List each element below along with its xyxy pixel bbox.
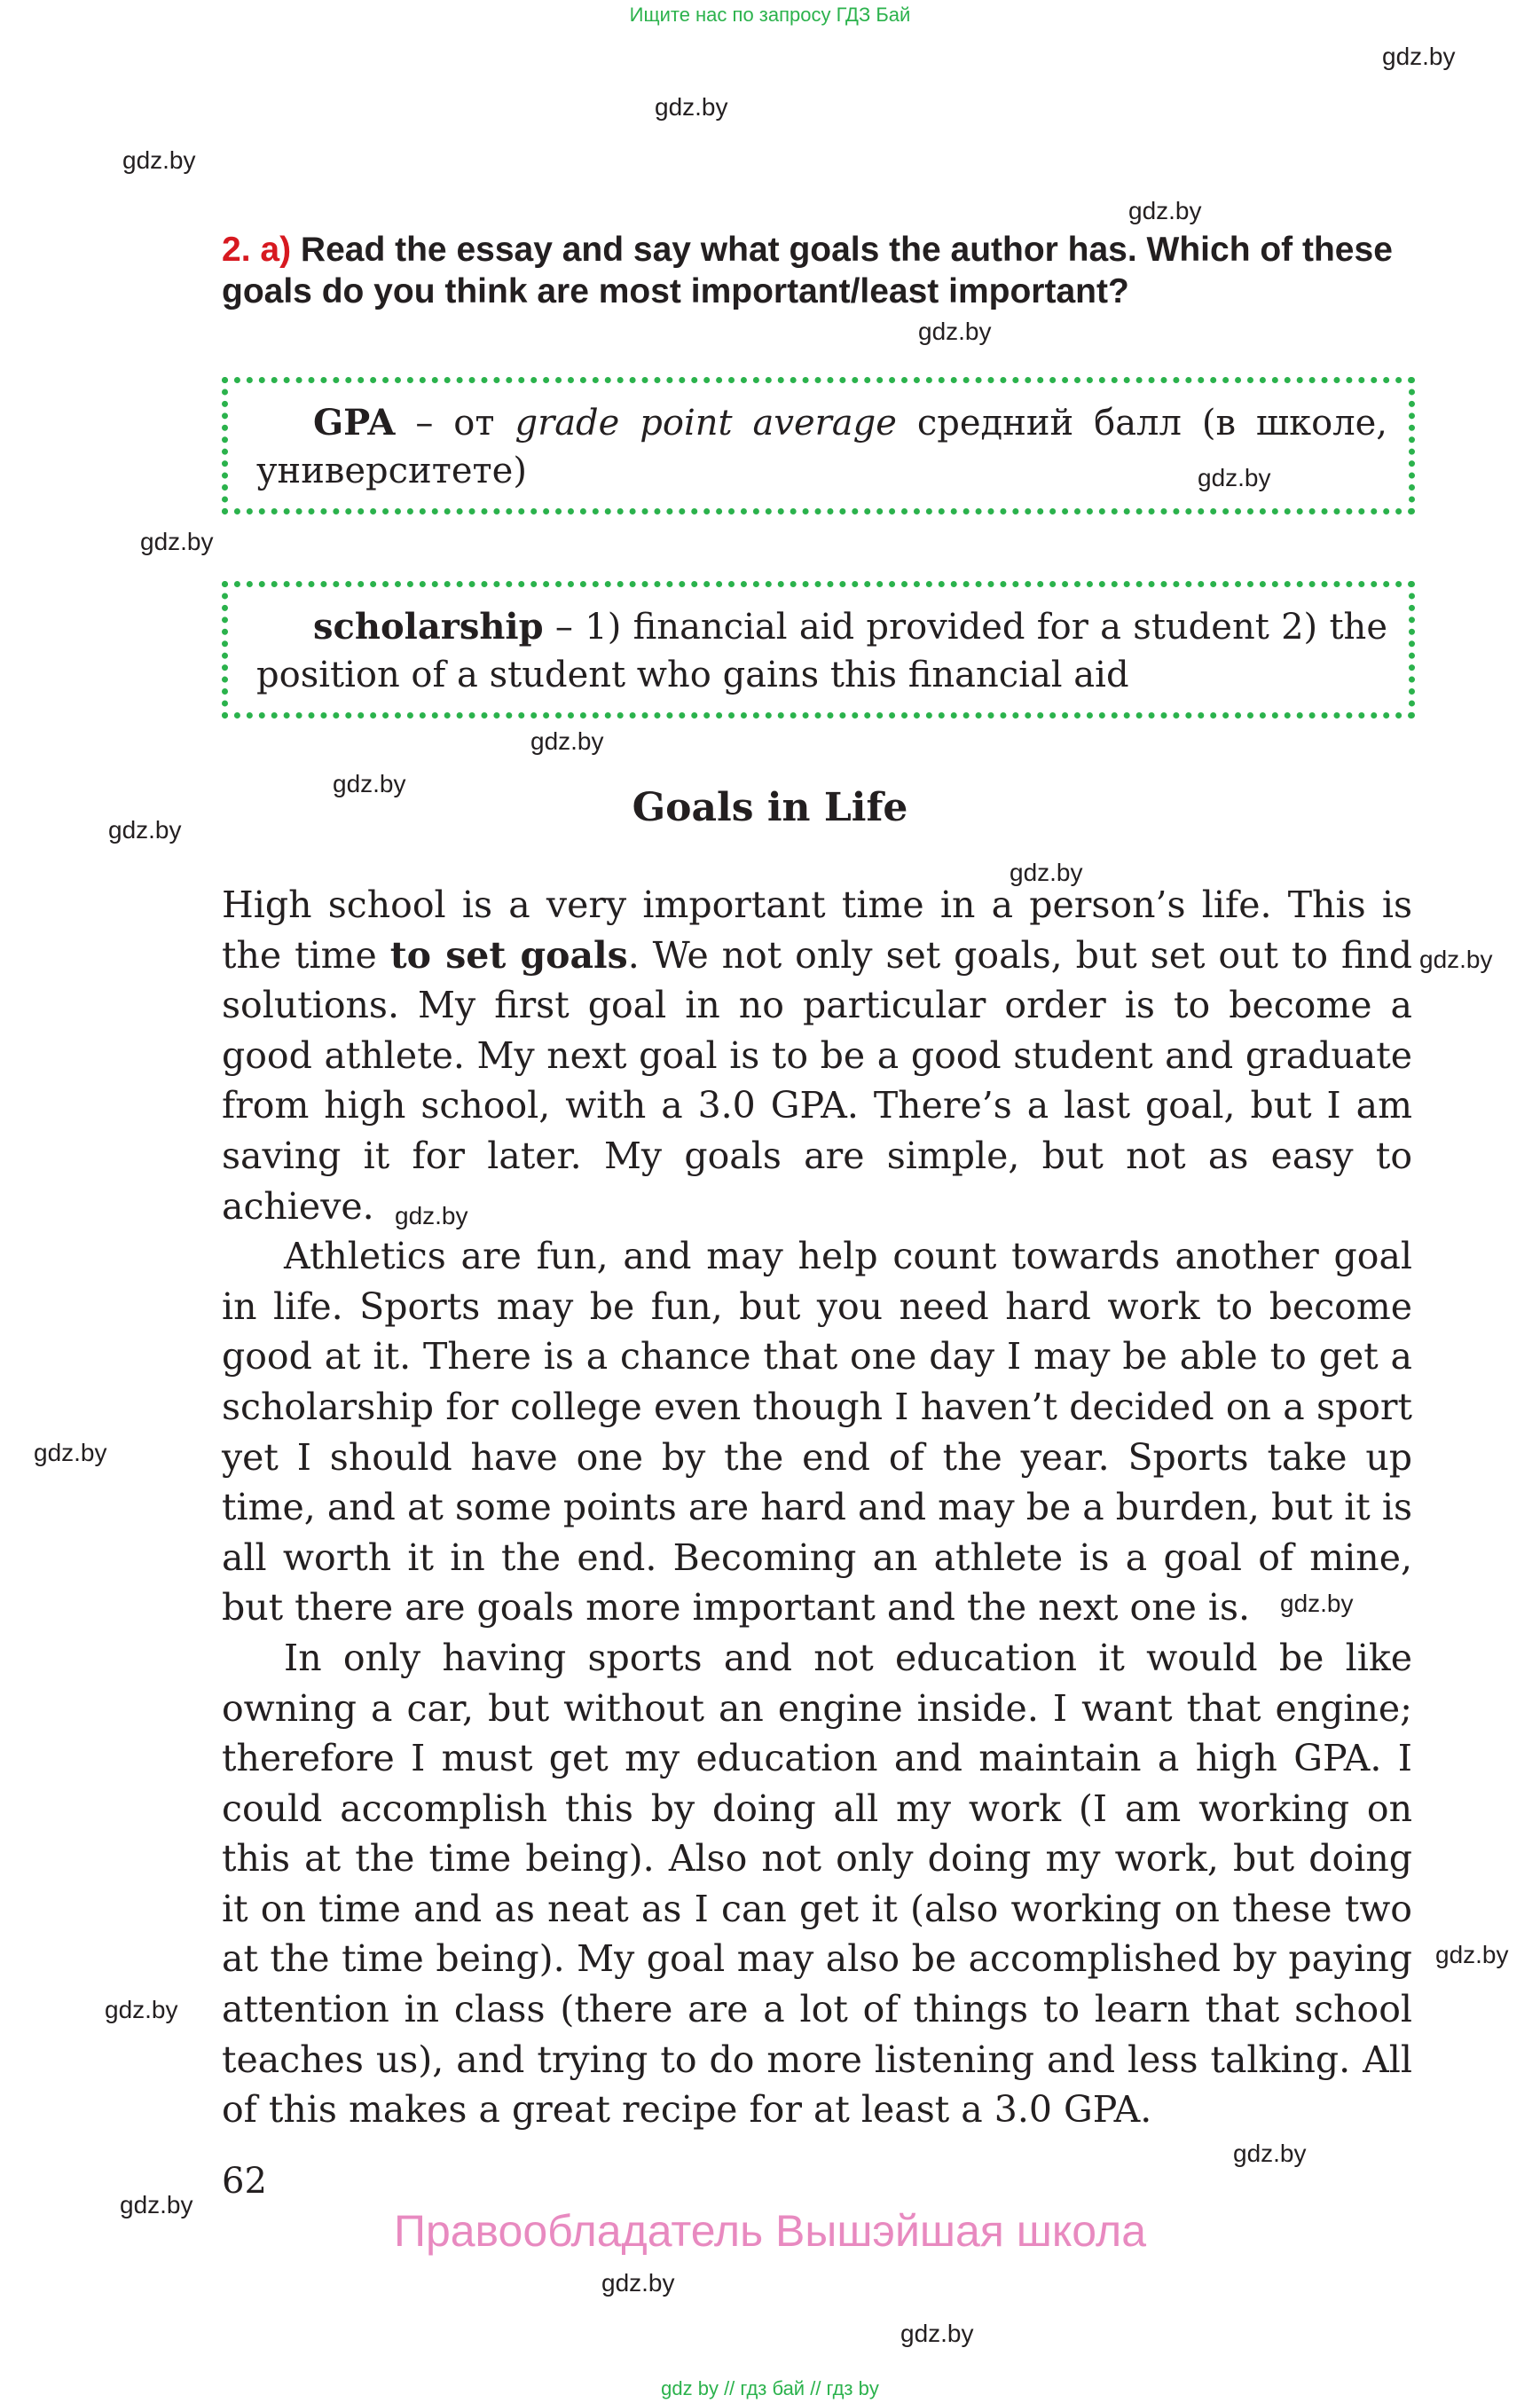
watermark: gdz.by [1280,1590,1354,1617]
watermark: gdz.by [1435,1941,1509,1968]
essay-text: . We not only set goals, but set out to find solutions. My first goal in no particular order is to become a good athlete. My next goal is to be a good student and graduate from high school, with a 3.0 GPA. There’s a last goal, but I am saving it for later. My goals are simple, but not as easy to achieve. [222,933,1412,1228]
watermark: gdz.by [601,2269,675,2297]
task-number: 2. [222,231,251,269]
watermark: gdz.by [655,93,728,121]
top-search-note: Ищите нас по запросу ГДЗ Бай [629,4,911,26]
task-text: Read the essay and say what goals the author has. Which of these goals do you think are most important/least important? [222,231,1393,310]
page-number: 62 [222,2161,267,2202]
glossary-box-gpa [222,377,1415,514]
watermark: gdz.by [120,2191,193,2218]
watermark: gdz.by [1128,197,1202,224]
bottom-note: gdz by // гдз бай // гдз by [661,2377,879,2399]
watermark: gdz.by [1010,859,1083,886]
essay-title: Goals in Life [632,785,908,830]
watermark: gdz.by [140,528,214,555]
glossary-term: scholarship [313,606,544,648]
essay-key-phrase: to set goals [389,933,628,977]
glossary-dash: – от [395,403,515,444]
watermark: gdz.by [333,770,406,797]
glossary-entry [256,603,1387,699]
watermark: gdz.by [1419,946,1493,973]
task-instruction [222,229,1415,312]
glossary-box-scholarship [222,581,1415,719]
glossary-origin: grade point average [515,403,897,444]
watermark: gdz.by [105,1996,178,2023]
essay-body [222,880,1412,2135]
watermark: gdz.by [918,318,992,345]
watermark: gdz.by [1382,43,1456,70]
essay-paragraph: Athletics are fun, and may help count towards another goal in life. Sports may be fun, but you need hard work to become good at it. There is a chance that one day I may be able to get a scholarship for college even though I haven’t decided on a sport yet I should have one by the end of the year. Sports take up time, and at some points are hard and may be a burden, but it is all worth it in the end. Becoming an athlete is a goal of mine, but there are goals more important and the next one is. [222,1235,1412,1629]
rights-holder: Правообладатель Вышэйшая школа [394,2206,1146,2256]
watermark: gdz.by [395,1202,468,1229]
task-part: a) [260,231,292,269]
glossary-entry [256,399,1387,495]
watermark: gdz.by [1198,464,1271,491]
watermark: gdz.by [122,146,196,174]
watermark: gdz.by [34,1439,107,1466]
essay-paragraph [222,880,1412,1231]
essay-text: High school is a very important time in a person’s life. This is the time [222,883,1412,977]
watermark: gdz.by [530,727,604,755]
watermark: gdz.by [1233,2140,1307,2167]
glossary-definition: средний балл (в школе, университете) [256,403,1387,491]
glossary-definition: 1) financial aid provided for a student 2) the position of a student who gains this financial aid [256,607,1387,695]
watermark: gdz.by [900,2320,974,2347]
glossary-term: GPA [313,402,396,444]
watermark: gdz.by [108,816,182,844]
glossary-dash: – [543,607,585,648]
essay-paragraph: In only having sports and not education it would be like owning a car, but without an engine inside. I want that engine; therefore I must get my education and maintain a high GPA. I could accomplish this by doing all my work (I am working on this at the time being). Also not only doing my work, but doing it on time and as neat as I can get it (also working on these two at the time being). My goal may also be accomplished by paying attention in class (there are a lot of things to learn that school teaches us), and trying to do more listening and less talking. All of this makes a great recipe for at least a 3.0 GPA. [222,1636,1412,2132]
